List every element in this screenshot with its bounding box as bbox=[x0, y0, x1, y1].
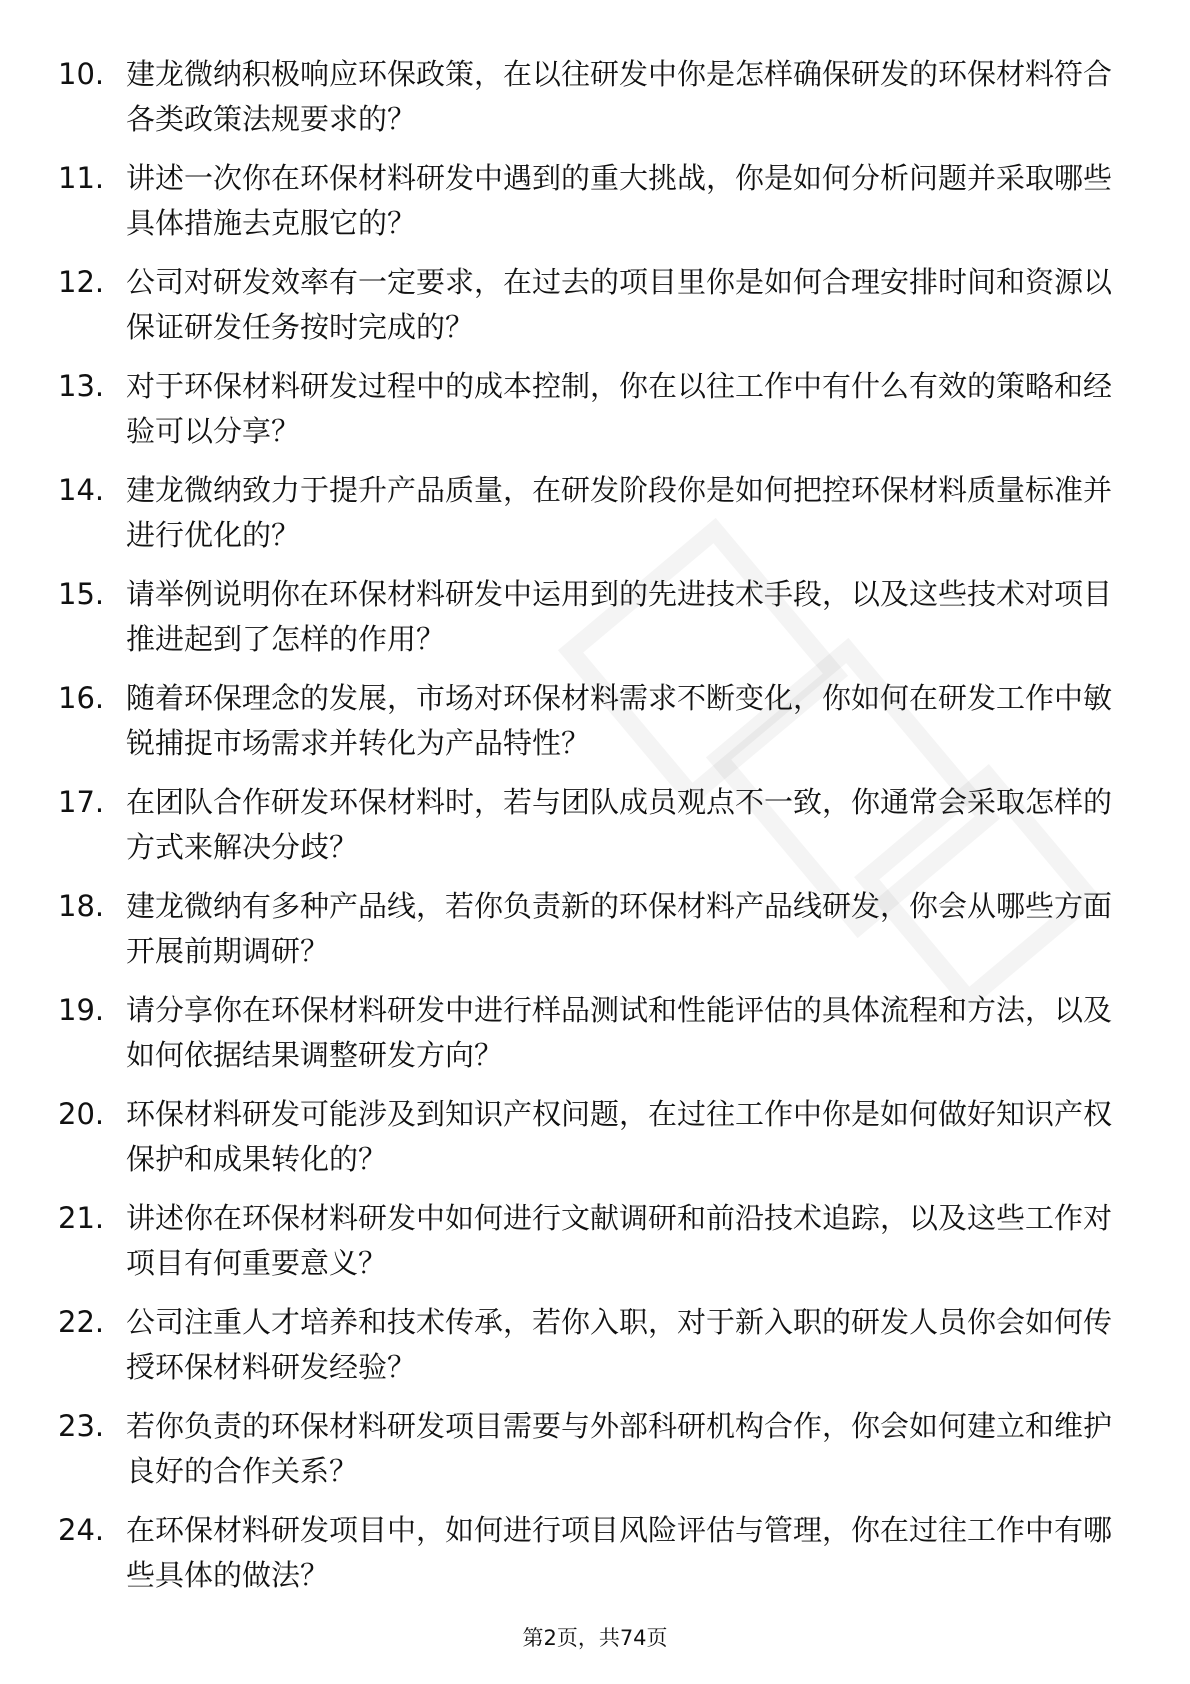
question-number: 19. bbox=[58, 993, 105, 1027]
question-item bbox=[0, 1196, 1190, 1300]
question-item bbox=[0, 780, 1190, 884]
question-item bbox=[0, 1404, 1190, 1508]
question-number: 12. bbox=[58, 265, 105, 299]
question-text: 若你负责的环保材料研发项目需要与外部科研机构合作，你会如何建立和维护良好的合作关系？ bbox=[126, 1409, 1113, 1488]
question-number: 23. bbox=[58, 1409, 105, 1443]
question-text: 公司注重人才培养和技术传承，若你入职，对于新入职的研发人员你会如何传授环保材料研发经验？ bbox=[126, 1305, 1113, 1384]
question-item bbox=[0, 884, 1190, 988]
question-list bbox=[0, 52, 1190, 1612]
question-item bbox=[0, 676, 1190, 780]
question-text: 建龙微纳致力于提升产品质量，在研发阶段你是如何把控环保材料质量标准并进行优化的？ bbox=[126, 473, 1113, 552]
question-text: 在环保材料研发项目中，如何进行项目风险评估与管理，你在过往工作中有哪些具体的做法？ bbox=[126, 1513, 1113, 1592]
question-text: 建龙微纳有多种产品线，若你负责新的环保材料产品线研发，你会从哪些方面开展前期调研？ bbox=[126, 889, 1113, 968]
question-item bbox=[0, 52, 1190, 156]
question-item bbox=[0, 1092, 1190, 1196]
question-item bbox=[0, 468, 1190, 572]
question-item bbox=[0, 260, 1190, 364]
question-text: 讲述一次你在环保材料研发中遇到的重大挑战，你是如何分析问题并采取哪些具体措施去克服它的？ bbox=[126, 161, 1113, 240]
question-text: 建龙微纳积极响应环保政策，在以往研发中你是怎样确保研发的环保材料符合各类政策法规要求的？ bbox=[126, 57, 1113, 136]
question-number: 15. bbox=[58, 577, 105, 611]
question-text: 请举例说明你在环保材料研发中运用到的先进技术手段，以及这些技术对项目推进起到了怎样的作用？ bbox=[126, 577, 1113, 656]
question-number: 22. bbox=[58, 1305, 105, 1339]
question-item bbox=[0, 1508, 1190, 1612]
question-number: 24. bbox=[58, 1513, 105, 1547]
question-text: 在团队合作研发环保材料时，若与团队成员观点不一致，你通常会采取怎样的方式来解决分歧？ bbox=[126, 785, 1113, 864]
question-number: 10. bbox=[58, 57, 105, 91]
question-number: 11. bbox=[58, 161, 105, 195]
question-text: 随着环保理念的发展，市场对环保材料需求不断变化，你如何在研发工作中敏锐捕捉市场需求并转化为产品特性？ bbox=[126, 681, 1113, 760]
question-number: 21. bbox=[58, 1201, 105, 1235]
page-footer bbox=[0, 1624, 1190, 1652]
question-number: 18. bbox=[58, 889, 105, 923]
question-text: 请分享你在环保材料研发中进行样品测试和性能评估的具体流程和方法，以及如何依据结果调整研发方向？ bbox=[126, 993, 1113, 1072]
question-number: 14. bbox=[58, 473, 105, 507]
question-item bbox=[0, 988, 1190, 1092]
question-number: 20. bbox=[58, 1097, 105, 1131]
question-text: 对于环保材料研发过程中的成本控制，你在以往工作中有什么有效的策略和经验可以分享？ bbox=[126, 369, 1113, 448]
question-number: 16. bbox=[58, 681, 105, 715]
page-indicator: 第2页，共74页 bbox=[522, 1626, 668, 1650]
question-text: 环保材料研发可能涉及到知识产权问题，在过往工作中你是如何做好知识产权保护和成果转化的？ bbox=[126, 1097, 1113, 1176]
question-item bbox=[0, 364, 1190, 468]
question-item bbox=[0, 156, 1190, 260]
question-text: 公司对研发效率有一定要求，在过去的项目里你是如何合理安排时间和资源以保证研发任务按时完成的？ bbox=[126, 265, 1113, 344]
question-item bbox=[0, 572, 1190, 676]
question-text: 讲述你在环保材料研发中如何进行文献调研和前沿技术追踪，以及这些工作对项目有何重要意义？ bbox=[126, 1201, 1113, 1280]
question-number: 13. bbox=[58, 369, 105, 403]
question-item bbox=[0, 1300, 1190, 1404]
question-number: 17. bbox=[58, 785, 105, 819]
